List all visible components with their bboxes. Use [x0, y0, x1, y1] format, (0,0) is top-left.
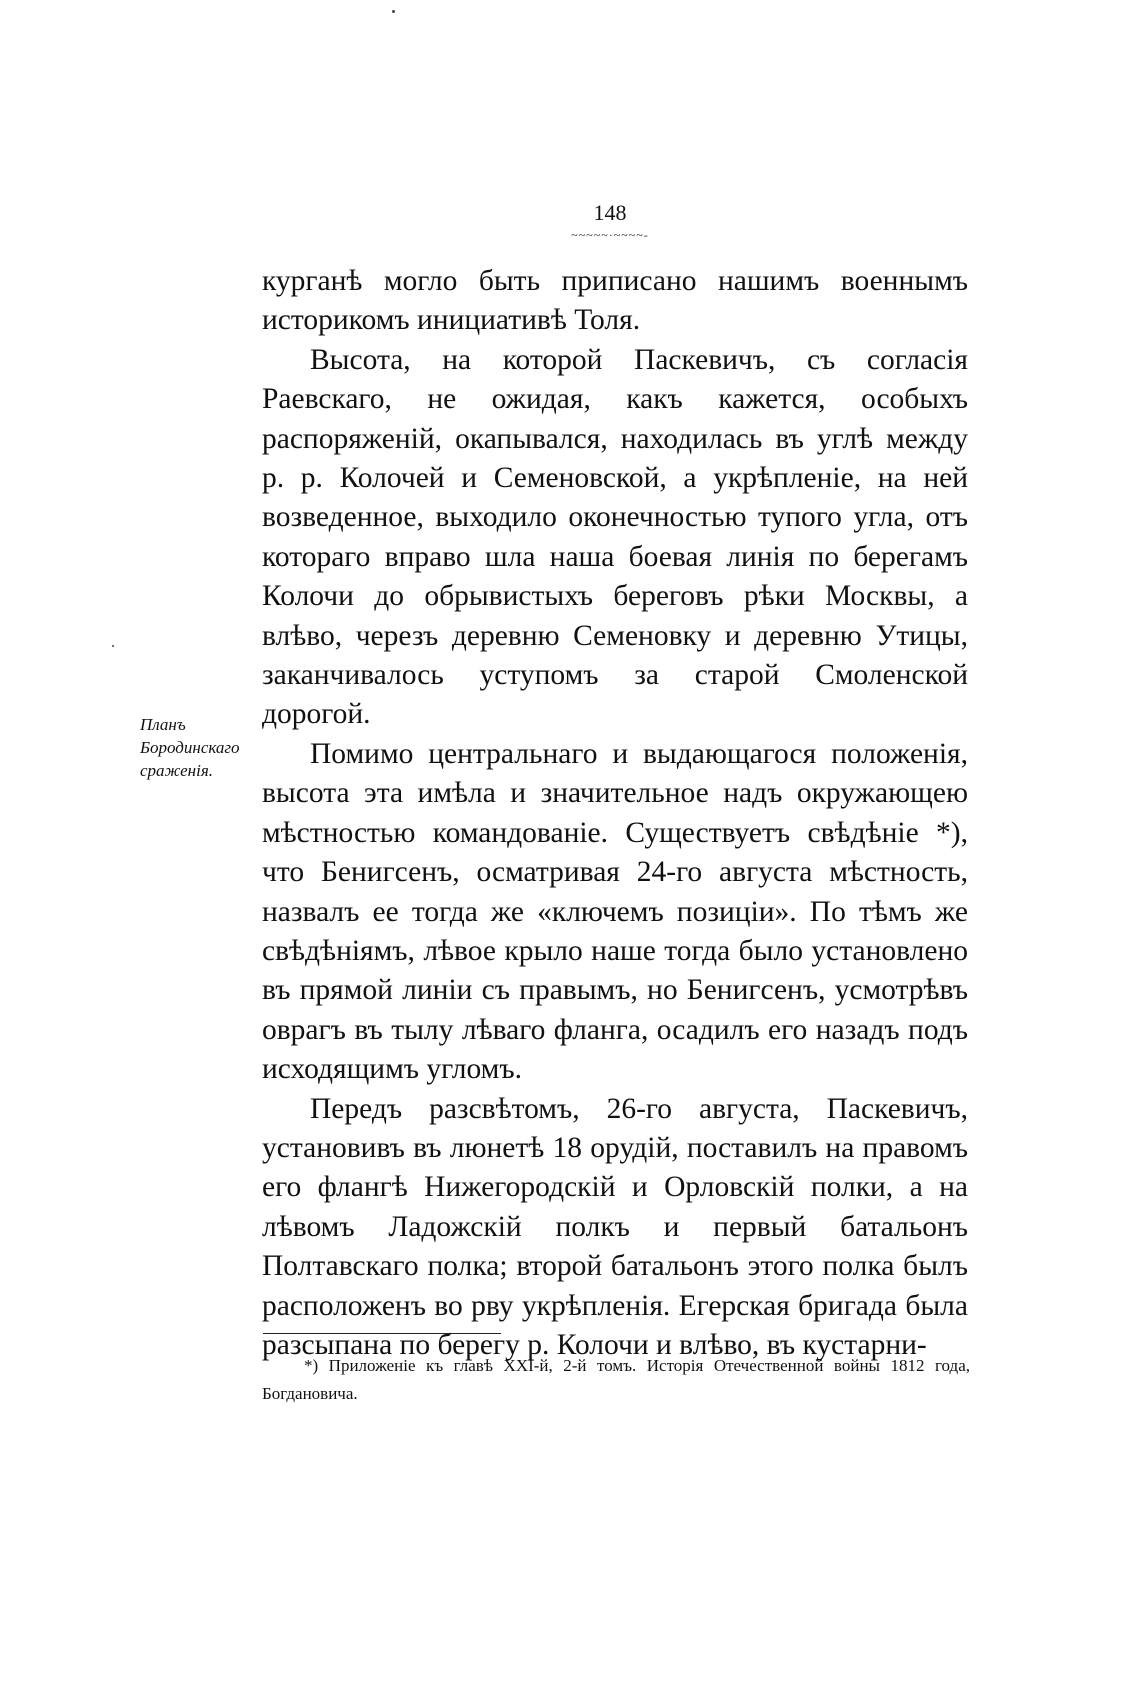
paragraph-continuation: курганѣ могло быть приписано нашимъ военнымъ историкомъ инициативѣ Толя. — [262, 265, 968, 337]
page-number: 148 — [593, 200, 627, 225]
paragraph: Помимо центральнаго и выдающагося положенія, высота эта имѣла и значительное надъ окружающею мѣстностью командованіе. Существуетъ свѣдѣніе *), что Бенигсенъ, осматривая 24-го августа мѣстность, назвалъ ее тогда же «ключемъ позиціи». По тѣмъ же свѣдѣніямъ, лѣвое крыло наше тогда было установлено въ прямой линіи съ правымъ, но Бенигсенъ, усмотрѣвъ оврагъ въ тылу лѣваго фланга, осадилъ его назадъ подъ исходящимъ угломъ. — [262, 737, 968, 1086]
margin-note: Планъ Бородинскаго сраженія. — [140, 715, 240, 780]
body-text — [262, 262, 968, 1365]
print-speck — [112, 645, 114, 647]
paragraph: Передъ разсвѣтомъ, 26-го августа, Паскевичъ, установивъ въ люнетѣ 18 орудій, поставилъ на правомъ его флангѣ Нижегородскій и Орловскій полки, а на лѣвомъ Ладожскій полкъ и первый батальонъ Полтавскаго полка; второй батальонъ этого полка былъ расположенъ во рву укрѣпленія. Егерская бригада была разсыпана по берегу р. Колочи и влѣво, въ кустарни- — [262, 1092, 968, 1361]
page-number-ornament: ~~~~~·~~~~- — [571, 228, 649, 242]
footnote: *) Приложеніе къ главѣ XXI-й, 2-й томъ. Исторія Отечественной войны 1812 года, Богдановича. — [262, 1356, 970, 1403]
print-speck — [392, 10, 395, 13]
footnote-divider — [263, 1333, 501, 1334]
paragraph: Высота, на которой Паскевичъ, съ согласія Раевскаго, не ожидая, какъ кажется, особыхъ распоряженій, окапывался, находилась въ углѣ между р. р. Колочей и Семеновской, а укрѣпленіе, на ней возведенное, выходило оконечностью тупого угла, отъ котораго вправо шла наша боевая линія по берегамъ Колочи до обрывистыхъ береговъ рѣки Москвы, а влѣво, черезъ деревню Семеновку и деревню Утицы, заканчивалось уступомъ за старой Смоленской дорогой. — [262, 343, 968, 731]
